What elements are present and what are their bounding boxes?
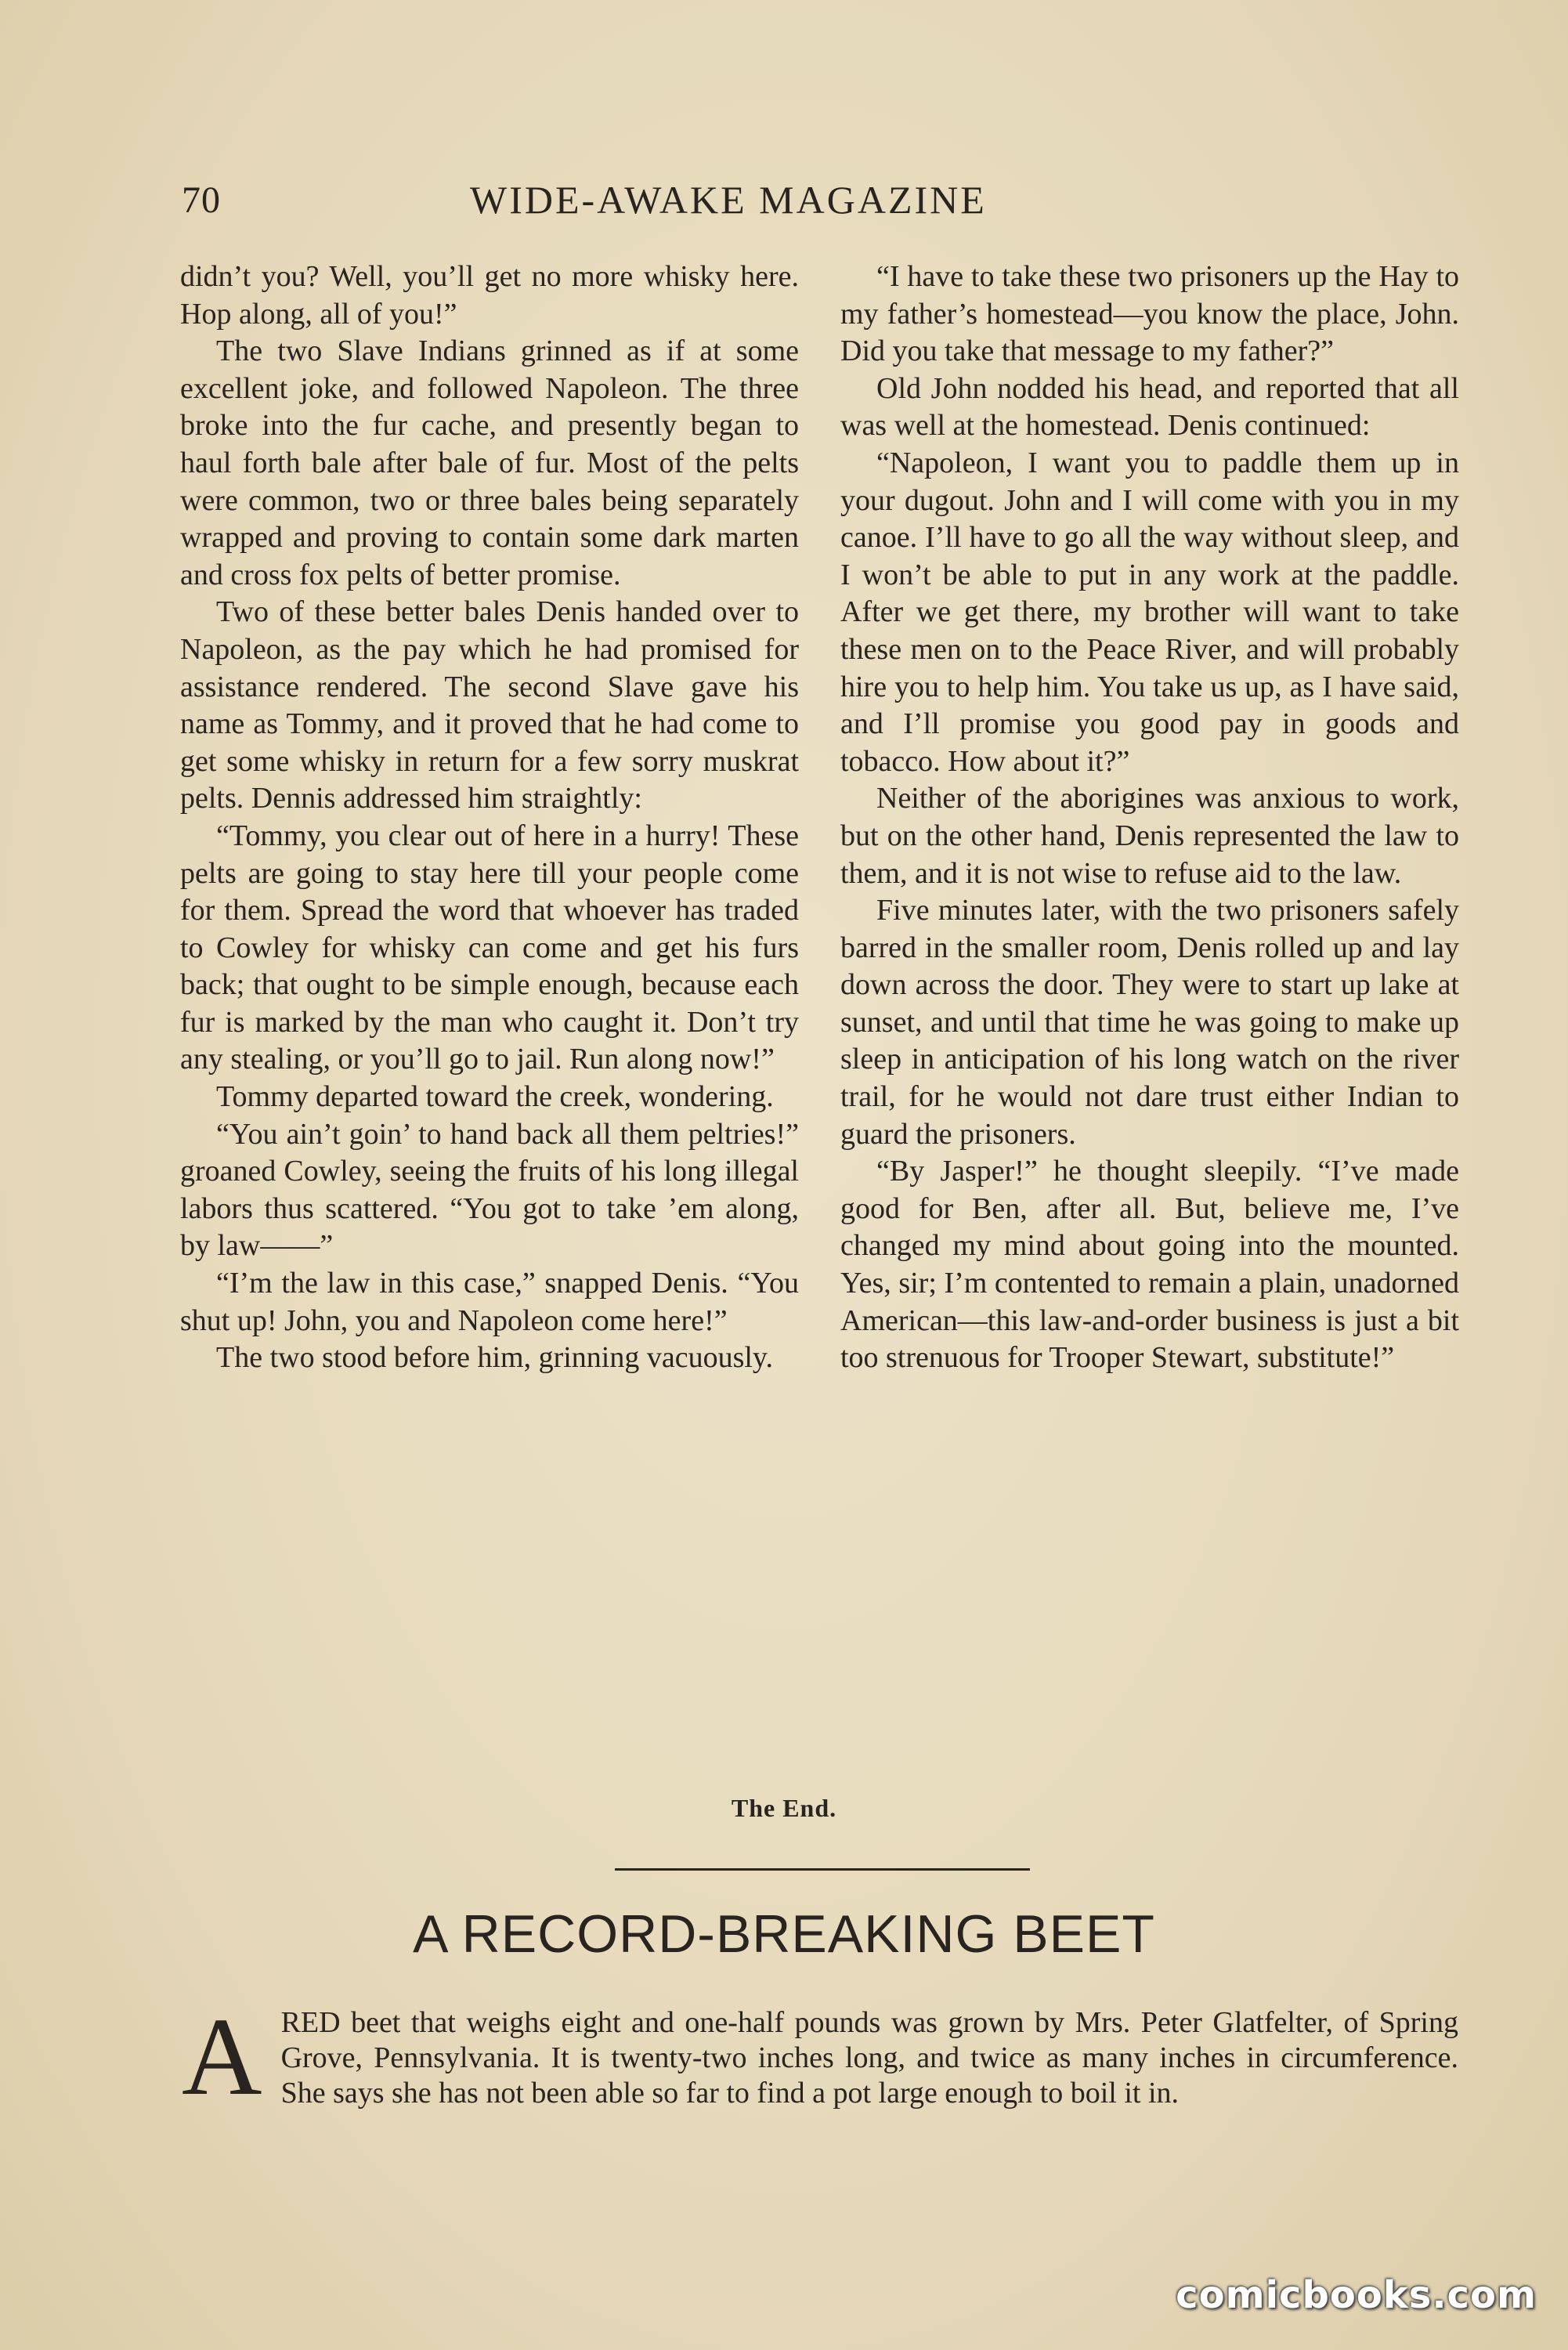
article-body <box>182 1994 1458 2118</box>
section-divider <box>615 1868 1030 1871</box>
running-head: WIDE-AWAKE MAGAZINE <box>470 178 987 222</box>
paragraph: Neither of the aborigines was anxious to work, but on the other hand, Denis represented the law to them, and it is not wise to refuse aid to the law. <box>840 782 1459 890</box>
paragraph: “You ain’t goin’ to hand back all them peltries!” groaned Cowley, seeing the fruits of his long illegal labors thus scattered. “You got to take ’em along, by law——” <box>180 1117 799 1263</box>
article-headline: A RECORD-BREAKING BEET <box>413 1904 1155 1964</box>
paragraph: “Tommy, you clear out of here in a hurry! These pelts are going to stay here till your people come for them. Spread the word that whoever has traded to Cowley for whisky can come and get his furs back; that ought to be simple enough, because each fur is marked by the man who caught it. Don’t try any stealing, or you’ll go to jail. Run along now!” <box>180 819 799 1076</box>
paragraph: Tommy departed toward the creek, wondering. <box>216 1080 774 1114</box>
paragraph: Two of these better bales Denis handed over to Napoleon, as the pay which he had promised for assistance rendered. The second Slave gave his name as Tommy, and it proved that he had come to get some whisky in return for a few sorry muskrat pelts. Dennis addressed him straightly: <box>180 595 799 815</box>
paragraph: The two stood before him, grinning vacuously. <box>216 1341 773 1375</box>
paragraph: Five minutes later, with the two prisoners safely barred in the smaller room, Denis rolled up and lay down across the door. They were to start up lake at sunset, and until that time he was going to make up sleep in anticipation of his long watch on the river trail, for he would not dare trust either Indian to guard the prisoners. <box>840 894 1459 1151</box>
drop-cap: A <box>182 1994 262 2118</box>
paragraph: didn’t you? Well, you’ll get no more whisky here. Hop along, all of you!” <box>180 260 799 331</box>
paragraph: “Napoleon, I want you to paddle them up in your dugout. John and I will come with you in my canoe. I’ll have to go all the way without sleep, and I won’t be able to put in any work at the paddle. After we get there, my brother will want to take these men on to the Peace River, and will probably hire you to help him. You take us up, as I have said, and I’ll promise you good pay in goods and tobacco. How about it?” <box>840 446 1459 778</box>
paragraph: Old John nodded his head, and reported that all was well at the homestead. Denis continued: <box>840 371 1459 443</box>
paragraph: The two Slave Indians grinned as if at some excellent joke, and followed Napoleon. The three broke into the fur cache, and presently began to haul forth bale after bale of fur. Most of the pelts were common, two or three bales being separately wrapped and proving to contain some dark marten and cross fox pelts of better promise. <box>180 334 799 591</box>
paragraph: “By Jasper!” he thought sleepily. “I’ve made good for Ben, after all. But, believe me, I’ve changed my mind about going into the mounted. Yes, sir; I’m contented to remain a plain, unadorned American—this law-and-order business is just a bit too strenuous for Trooper Stewart, substitute!” <box>840 1155 1459 1375</box>
paragraph: “I’m the law in this case,” snapped Denis. “You shut up! John, you and Napoleon come here!” <box>180 1267 799 1337</box>
page-number: 70 <box>182 179 221 221</box>
right-column <box>840 258 1459 1377</box>
the-end-mark: The End. <box>731 1794 837 1822</box>
article-text: RED beet that weighs eight and one-half pounds was grown by Mrs. Peter Glatfelter, of Spring Grove, Pennsylvania. It is twenty-two inches long, and twice as many inches in circumference. She says she has not been able so far to find a pot large enough to boil it in. <box>280 2006 1458 2110</box>
paragraph: “I have to take these two prisoners up the Hay to my father’s homestead—you know the place, John. Did you take that message to my father?” <box>840 260 1459 368</box>
left-column <box>180 258 799 1377</box>
watermark-logo: comicbooks.com <box>1176 2273 1537 2317</box>
